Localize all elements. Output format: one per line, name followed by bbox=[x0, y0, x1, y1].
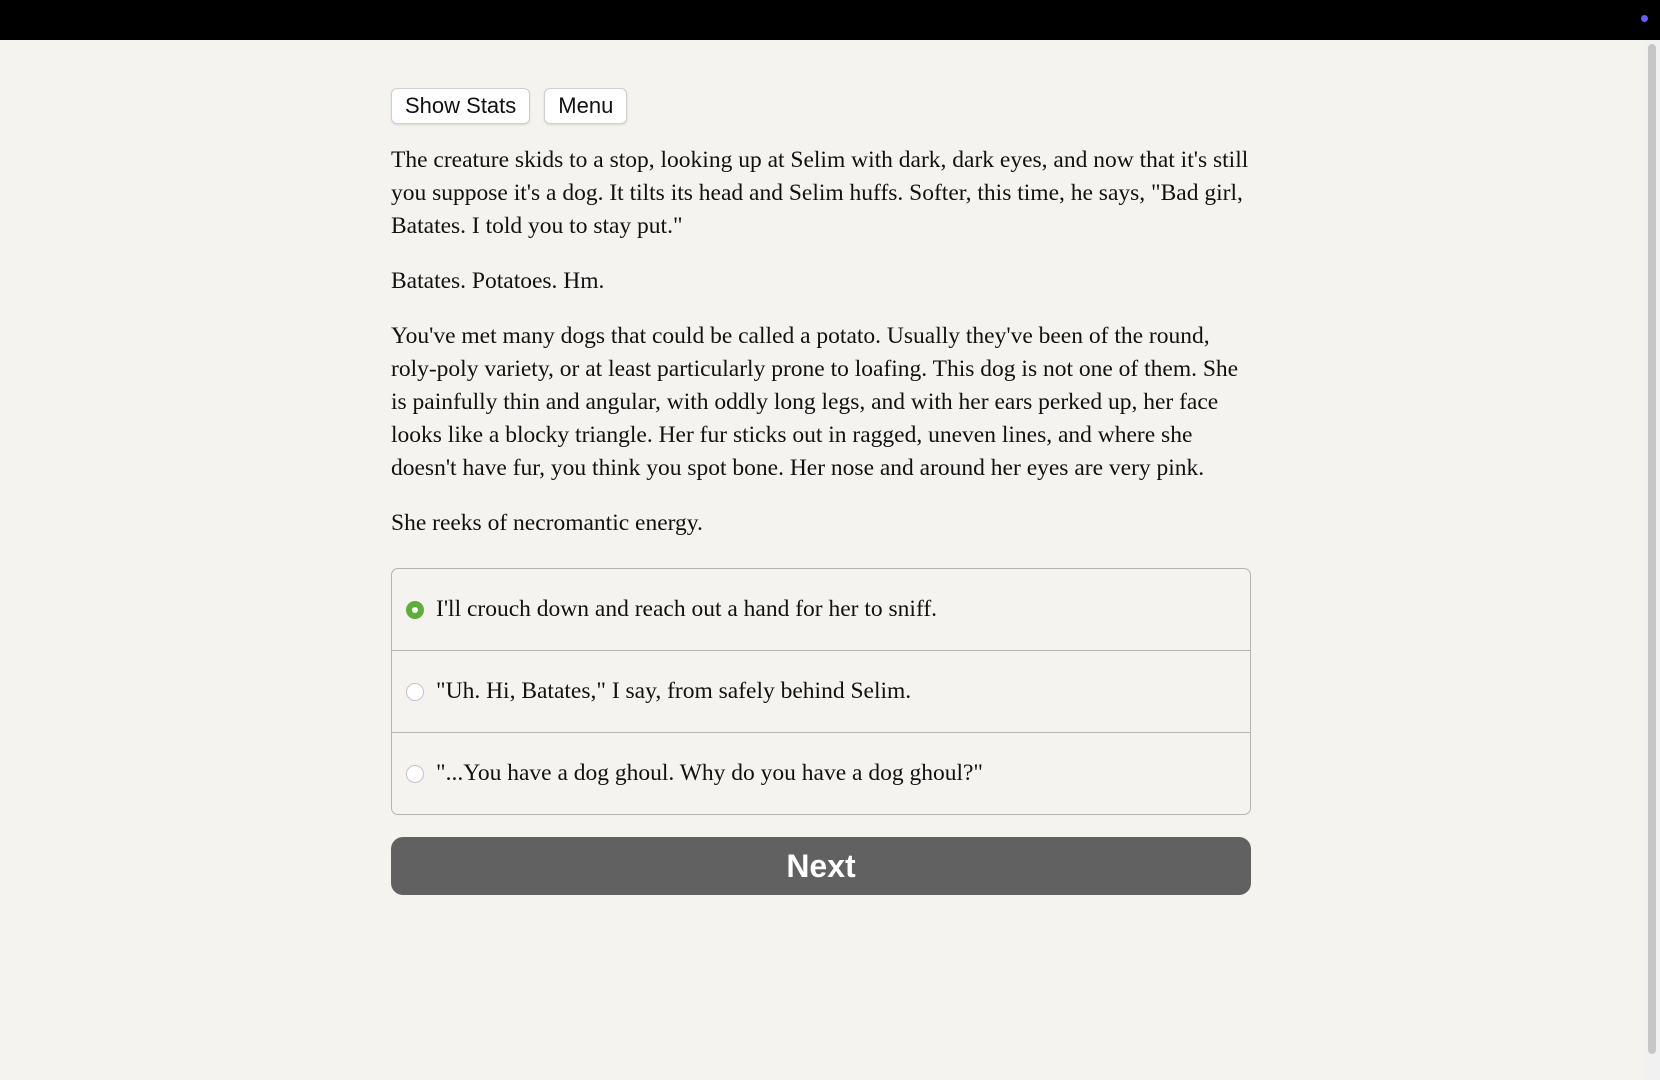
scrollbar[interactable] bbox=[1644, 40, 1660, 1080]
choice-option[interactable] bbox=[392, 569, 1250, 650]
game-page bbox=[391, 88, 1251, 895]
choice-list bbox=[391, 568, 1251, 815]
radio-button-icon[interactable] bbox=[406, 683, 424, 701]
choice-label: I'll crouch down and reach out a hand for her to sniff. bbox=[436, 596, 938, 622]
choice-label: "...You have a dog ghoul. Why do you have a dog ghoul?" bbox=[436, 760, 984, 786]
radio-button-icon[interactable] bbox=[406, 601, 424, 619]
top-bar bbox=[0, 0, 1660, 40]
story-text bbox=[391, 144, 1251, 540]
story-paragraph: You've met many dogs that could be called a potato. Usually they've been of the round, roly-poly variety, or at least particularly prone to loafing. This dog is not one of them. She is painfully thin and angular, with oddly long legs, and with her ears perked up, her face looks like a blocky triangle. Her fur sticks out in ragged, uneven lines, and where she doesn't have fur, you think you spot bone. Her nose and around her eyes are very pink. bbox=[391, 323, 1239, 481]
radio-button-icon[interactable] bbox=[406, 765, 424, 783]
next-button[interactable]: Next bbox=[391, 837, 1251, 895]
menu-button[interactable]: Menu bbox=[544, 88, 627, 124]
scrollbar-thumb[interactable] bbox=[1648, 44, 1656, 1054]
story-paragraph: She reeks of necromantic energy. bbox=[391, 510, 703, 536]
story-paragraph: The creature skids to a stop, looking up at Selim with dark, dark eyes, and now that it's still you suppose it's a dog. It tilts its head and Selim huffs. Softer, this time, he says, "Bad girl, Batates. I told you to stay put." bbox=[391, 147, 1249, 239]
story-paragraph: Batates. Potatoes. Hm. bbox=[391, 268, 605, 294]
status-dot-icon bbox=[1641, 15, 1648, 22]
toolbar bbox=[391, 88, 1251, 124]
choice-option[interactable] bbox=[392, 650, 1250, 732]
choice-label: "Uh. Hi, Batates," I say, from safely behind Selim. bbox=[436, 678, 912, 704]
choice-option[interactable] bbox=[392, 732, 1250, 814]
show-stats-button[interactable]: Show Stats bbox=[391, 88, 530, 124]
